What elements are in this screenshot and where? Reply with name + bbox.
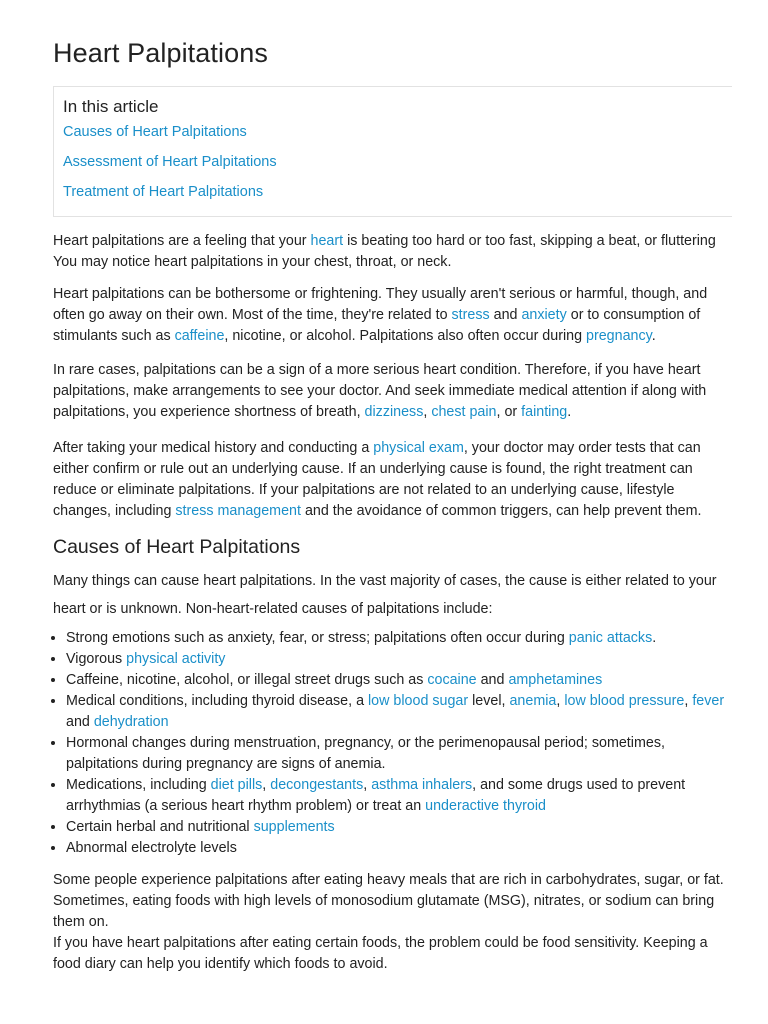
link-asthma-inhalers[interactable]: asthma inhalers (371, 777, 473, 793)
link-chest-pain[interactable]: chest pain (431, 404, 497, 420)
link-panic-attacks[interactable]: panic attacks (568, 630, 653, 646)
link-physical-activity[interactable]: physical activity (126, 651, 226, 667)
list-item: • Strong emotions such as anxiety, fear, or stress; palpitations often occur during panic attacks. (66, 628, 756, 649)
link-anemia[interactable]: anemia (509, 693, 557, 709)
list-item: • Hormonal changes during menstruation, pregnancy, or the perimenopausal period; sometimes, palpitations during pregnancy are signs of anemia. (66, 733, 756, 775)
link-diet-pills[interactable]: diet pills (210, 777, 263, 793)
link-stress-management[interactable]: stress management (175, 503, 301, 519)
causes-list (48, 628, 756, 859)
link-pregnancy[interactable]: pregnancy (586, 328, 652, 344)
section-heading-causes: Causes of Heart Palpitations (53, 536, 301, 558)
link-fever[interactable]: fever (692, 693, 725, 709)
link-cocaine[interactable]: cocaine (427, 672, 477, 688)
link-low-blood-pressure[interactable]: low blood pressure (564, 693, 685, 709)
page-title: Heart Palpitations (53, 38, 268, 68)
intro-paragraph-4: After taking your medical history and conducting a physical exam, your doctor may order tests that can either confirm or rule out an underlying cause. If an underlying cause is found, the right treatment can reduce or eliminate palpitations. If your palpitations are not related to an underlying cause, lifestyle changes, including stress management and the avoidance of common triggers, can help prevent them. (53, 440, 702, 519)
list-item: • Medications, including diet pills, decongestants, asthma inhalers, and some drugs used to prevent arrhythmias (a serious heart rhythm problem) or treat an underactive thyroid (66, 775, 756, 817)
list-item: • Abnormal electrolyte levels (66, 838, 756, 859)
link-caffeine[interactable]: caffeine (174, 328, 225, 344)
table-of-contents (53, 86, 732, 217)
link-physical-exam[interactable]: physical exam (373, 440, 464, 456)
intro-paragraph-1: Heart palpitations are a feeling that your heart is beating too hard or too fast, skipping a beat, or fluttering You may notice heart palpitations in your chest, throat, or neck. (53, 233, 716, 270)
intro-paragraph-3: In rare cases, palpitations can be a sign of a more serious heart condition. Therefore, if you have heart palpitations, make arrangements to see your doctor. And seek immediate medical attention if along with palpitations, you experience shortness of breath, dizziness, chest pain, or fainting. (53, 362, 707, 420)
list-item: • Medical conditions, including thyroid disease, a low blood sugar level, anemia, low blood pressure, fever and dehydration (66, 691, 756, 733)
list-item: • Certain herbal and nutritional supplements (66, 817, 756, 838)
link-stress[interactable]: stress (451, 307, 490, 323)
link-underactive-thyroid[interactable]: underactive thyroid (425, 798, 546, 814)
toc-link-assessment[interactable]: Assessment of Heart Palpitations (63, 154, 277, 170)
link-decongestants[interactable]: decongestants (270, 777, 364, 793)
intro-paragraph-2: Heart palpitations can be bothersome or frightening. They usually aren't serious or harmful, though, and often go away on their own. Most of the time, they're related to stress and anxiety or to consumption of stimulants such as caffeine, nicotine, or alcohol. Palpitations also often occur during pregnancy. (53, 286, 708, 344)
causes-intro-paragraph: Many things can cause heart palpitations. In the vast majority of cases, the cause is either related to your heart or is unknown. Non-heart-related causes of palpitations include: (53, 573, 717, 617)
toc-link-treatment[interactable]: Treatment of Heart Palpitations (63, 184, 264, 200)
link-heart[interactable]: heart (310, 233, 344, 249)
link-low-blood-sugar[interactable]: low blood sugar (368, 693, 469, 709)
toc-title: In this article (63, 97, 159, 116)
list-item: • Vigorous physical activity (66, 649, 756, 670)
link-fainting[interactable]: fainting (521, 404, 568, 420)
food-paragraph: Some people experience palpitations after eating heavy meals that are rich in carbohydrates, sugar, or fat. Sometimes, eating foods with high levels of monosodium glutamate (MSG), nitrates, or sodium can bring them on. If you have heart palpitations after eating certain foods, the problem could be food sensitivity. Keeping a food diary can help you identify which foods to avoid. (53, 872, 724, 972)
link-anxiety[interactable]: anxiety (521, 307, 567, 323)
link-supplements[interactable]: supplements (253, 819, 335, 835)
link-dizziness[interactable]: dizziness (364, 404, 424, 420)
toc-link-causes[interactable]: Causes of Heart Palpitations (63, 124, 247, 140)
link-dehydration[interactable]: dehydration (93, 714, 169, 730)
list-item: • Caffeine, nicotine, alcohol, or illegal street drugs such as cocaine and amphetamines (66, 670, 756, 691)
link-amphetamines[interactable]: amphetamines (508, 672, 603, 688)
